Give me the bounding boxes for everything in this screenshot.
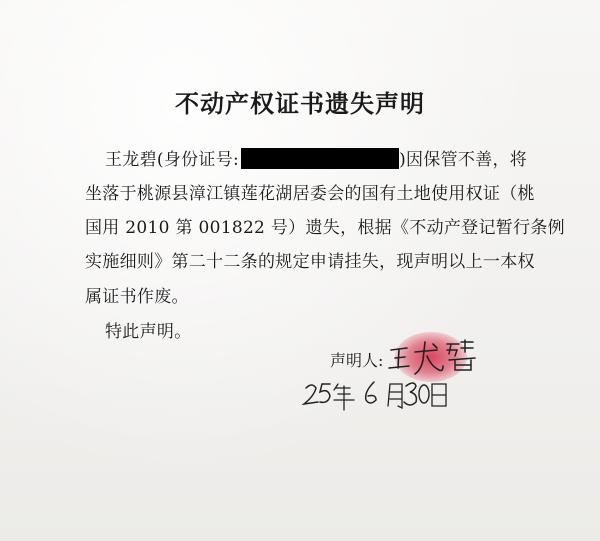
- body-line-4: 实施细则》第二十二条的规定申请挂失，现声明以上一本权: [85, 252, 535, 272]
- closing-text: 特此声明。: [105, 322, 192, 342]
- body-line-1-prefix: 王龙碧(身份证号:: [105, 150, 240, 170]
- handwritten-signature: [385, 330, 485, 380]
- document-title: 不动产权证书遗失声明: [175, 89, 425, 118]
- body-line-1-suffix: )因保管不善，将: [399, 150, 528, 170]
- body-line-5: 属证书作废。: [85, 287, 189, 307]
- handwritten-date: [300, 378, 450, 414]
- body-line-3: 国用 2010 第 001822 号）遗失，根据《不动产登记暂行条例: [85, 218, 565, 238]
- declarant-label: 声明人:: [330, 351, 384, 370]
- body-line-2: 坐落于桃源县漳江镇莲花湖居委会的国有土地使用权证（桃: [85, 184, 535, 204]
- body-line-1: [105, 145, 527, 170]
- redaction-bar: [241, 148, 399, 169]
